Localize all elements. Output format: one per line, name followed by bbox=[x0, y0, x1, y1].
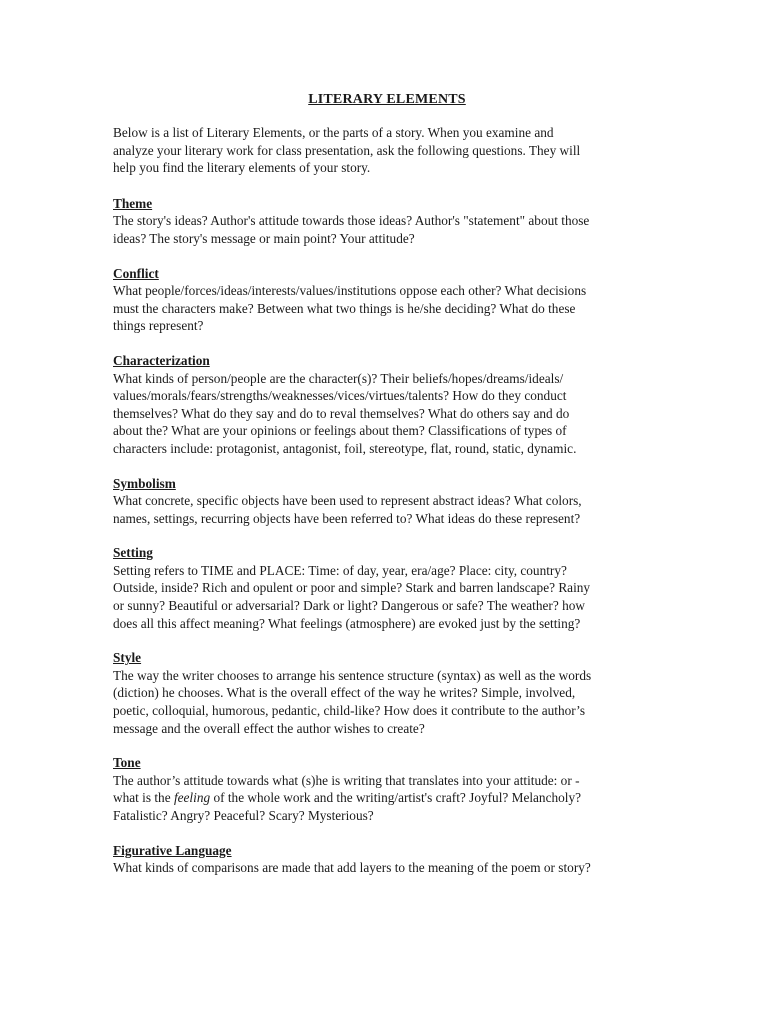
body-line: Setting refers to TIME and PLACE: Time: of day, year, era/age? Place: city, country? bbox=[113, 562, 567, 578]
body-line: What concrete, specific objects have been used to represent abstract ideas? What colors, bbox=[113, 493, 582, 509]
section-symbolism bbox=[113, 475, 661, 528]
body-line: What kinds of comparisons are made that add layers to the meaning of the poem or story? bbox=[113, 860, 591, 876]
body-line: (diction) he chooses. What is the overall effect of the way he writes? Simple, involved, bbox=[113, 685, 576, 701]
section-heading: Style bbox=[113, 650, 142, 666]
body-line: characters include: protagonist, antagonist, foil, stereotype, flat, round, static, dynamic. bbox=[113, 440, 577, 456]
intro-paragraph bbox=[113, 124, 661, 177]
section-body bbox=[113, 492, 661, 527]
section-tone bbox=[113, 754, 661, 824]
section-body bbox=[113, 212, 661, 247]
section-heading: Setting bbox=[113, 545, 153, 561]
intro-line: analyze your literary work for class presentation, ask the following questions. They will bbox=[113, 142, 581, 158]
section-style bbox=[113, 649, 661, 737]
section-heading: Figurative Language bbox=[113, 842, 232, 858]
section-heading: Theme bbox=[113, 195, 153, 211]
body-line: The story's ideas? Author's attitude towards those ideas? Author's "statement" about those bbox=[113, 213, 590, 229]
body-line: ideas? The story's message or main point? Your attitude? bbox=[113, 230, 415, 246]
section-body bbox=[113, 562, 661, 632]
body-line: things represent? bbox=[113, 318, 204, 334]
section-heading: Symbolism bbox=[113, 475, 176, 491]
page-title: LITERARY ELEMENTS bbox=[308, 92, 466, 107]
body-line: must the characters make? Between what two things is he/she deciding? What do these bbox=[113, 300, 576, 316]
section-heading: Characterization bbox=[113, 352, 210, 368]
italic-emphasis: feeling bbox=[173, 790, 211, 806]
body-line: Fatalistic? Angry? Peaceful? Scary? Mysterious? bbox=[113, 808, 374, 823]
body-line: What people/forces/ideas/interests/values/institutions oppose each other? What decisions bbox=[113, 283, 587, 299]
body-line: Outside, inside? Rich and opulent or poor and simple? Stark and barren landscape? Rainy bbox=[113, 580, 591, 596]
body-line: values/morals/fears/strengths/weaknesses/vices/virtues/talents? How do they conduct bbox=[113, 388, 567, 404]
section-conflict bbox=[113, 265, 661, 335]
body-line: The way the writer chooses to arrange his sentence structure (syntax) as well as the words bbox=[113, 667, 592, 683]
body-line: does all this affect meaning? What feelings (atmosphere) are evoked just by the setting? bbox=[113, 615, 581, 631]
document-page bbox=[113, 92, 661, 894]
section-body bbox=[113, 282, 661, 335]
body-text: of the whole work and the writing/artist's craft? Joyful? Melancholy? bbox=[210, 790, 582, 806]
intro-line: Below is a list of Literary Elements, or the parts of a story. When you examine and bbox=[113, 125, 554, 140]
body-line: or sunny? Beautiful or adversarial? Dark or light? Dangerous or safe? The weather? how bbox=[113, 598, 585, 614]
section-body bbox=[113, 772, 661, 825]
body-line bbox=[113, 789, 661, 807]
section-setting bbox=[113, 544, 661, 632]
section-body bbox=[113, 667, 661, 737]
body-line: What kinds of person/people are the character(s)? Their beliefs/hopes/dreams/ideals/ bbox=[113, 370, 564, 386]
intro-line: help you find the literary elements of your story. bbox=[113, 160, 371, 176]
body-line: poetic, colloquial, humorous, pedantic, child-like? How does it contribute to the author’s bbox=[113, 703, 586, 719]
section-body bbox=[113, 370, 661, 458]
body-line: message and the overall effect the author wishes to create? bbox=[113, 720, 425, 736]
body-line: themselves? What do they say and do to reval themselves? What do others say and do bbox=[113, 405, 570, 421]
body-line: names, settings, recurring objects have been referred to? What ideas do these represent? bbox=[113, 510, 581, 526]
body-line: The author’s attitude towards what (s)he is writing that translates into your attitude: or - bbox=[113, 772, 580, 788]
body-line: about the? What are your opinions or feelings about them? Classifications of types of bbox=[113, 423, 567, 439]
section-heading: Conflict bbox=[113, 265, 159, 281]
section-theme bbox=[113, 195, 661, 248]
section-heading: Tone bbox=[113, 755, 141, 771]
section-characterization bbox=[113, 352, 661, 458]
body-text: what is the bbox=[113, 790, 174, 806]
section-figurative-language bbox=[113, 842, 661, 877]
section-body bbox=[113, 859, 661, 877]
